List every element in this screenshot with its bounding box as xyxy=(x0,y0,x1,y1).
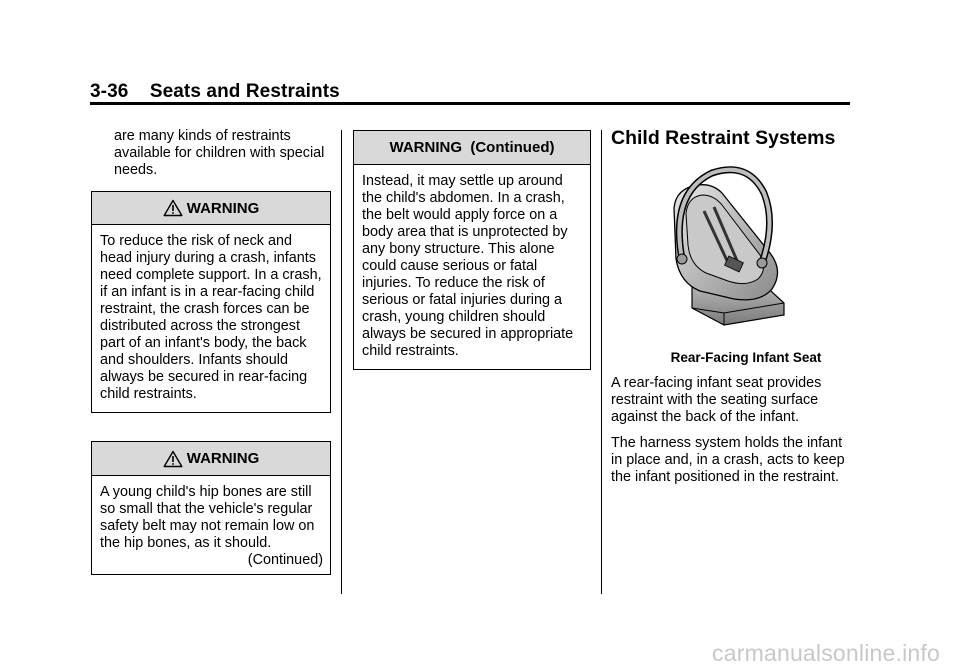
warning-body xyxy=(92,225,330,412)
continued-label: (Continued) xyxy=(247,552,323,568)
warning-triangle-icon xyxy=(163,199,183,217)
warning-box-infant xyxy=(91,191,331,413)
column-divider-right xyxy=(601,130,602,594)
warning-header xyxy=(92,442,330,476)
warning-text: Instead, it may settle up around the child's abdomen. In a crash, the belt would apply force on a body area that is unprotected by any bony structure. This alone could cause serious or fatal injuries. To reduce the risk of serious or fatal injuries during a crash, young children should always be secured in appropriate child restraints. xyxy=(362,173,574,359)
warning-title: WARNING (Continued) xyxy=(389,139,555,156)
watermark: carmanualsonline.info xyxy=(712,640,940,666)
warning-body xyxy=(354,165,590,369)
intro-text: are many kinds of restraints available for children with special needs. xyxy=(114,128,325,178)
paragraph-1: A rear-facing infant seat provides restraint with the seating surface against the back of the infant. xyxy=(611,375,822,425)
warning-triangle-icon xyxy=(163,450,183,468)
page-header xyxy=(90,81,340,103)
warning-body xyxy=(92,476,330,574)
column-middle xyxy=(353,130,591,370)
warning-box-hip-bones xyxy=(91,441,331,575)
column-left xyxy=(91,128,331,575)
figure-caption: Rear-Facing Infant Seat xyxy=(670,350,822,365)
warning-header xyxy=(92,192,330,225)
column-divider-left xyxy=(341,130,342,594)
section-title: Child Restraint Systems xyxy=(611,127,836,149)
rear-facing-infant-seat-illustration xyxy=(652,163,792,328)
page-number: 3-36 xyxy=(90,81,129,102)
warning-text: A young child's hip bones are still so small that the vehicle's regular safety belt may not remain low on the hip bones, as it should. xyxy=(100,484,315,551)
header-rule xyxy=(90,102,850,105)
warning-text: To reduce the risk of neck and head injury during a crash, infants need complete support. In a crash, if an infant is in a rear-facing child restraint, the crash forces can be distributed across the strongest part of an infant's body, the back and shoulders. Infants should always be secured in rear-facing child restraints. xyxy=(100,233,322,402)
warning-box-continued xyxy=(353,130,591,370)
warning-title: WARNING xyxy=(186,450,260,467)
warning-header xyxy=(354,131,590,165)
column-right xyxy=(611,128,851,486)
section-name: Seats and Restraints xyxy=(149,81,340,102)
paragraph-2: The harness system holds the infant in place and, in a crash, acts to keep the infant positioned in the restraint. xyxy=(611,435,845,485)
warning-title: WARNING xyxy=(186,199,260,217)
